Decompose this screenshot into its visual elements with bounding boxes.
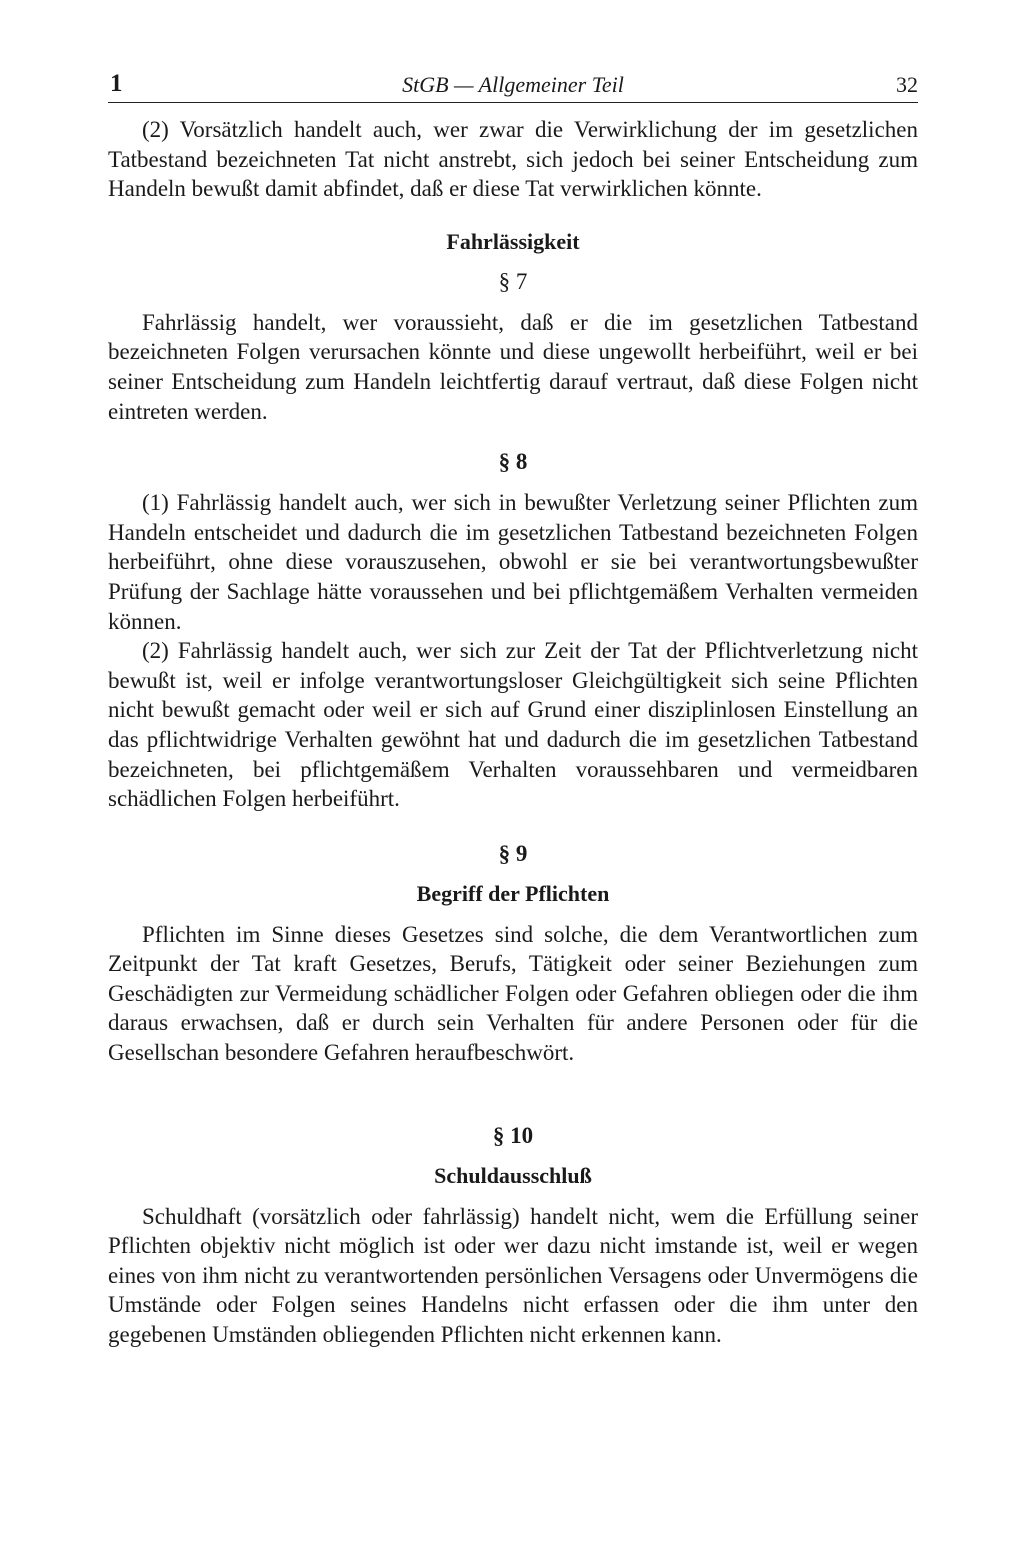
paragraph-s6-2: (2) Vorsätzlich handelt auch, wer zwar die Verwirklichung der im gesetzlichen Tatbestand bezeichneten Tat nicht anstrebt, sich jedoch bei seiner Entscheidung zum Handeln bewußt damit abfindet, daß er diese Tat verwirklichen könnte.: [108, 117, 918, 202]
running-title: StGB — Allgemeiner Teil: [402, 72, 624, 97]
page-number: 32: [896, 72, 918, 97]
paragraph-s7: Fahrlässig handelt, wer voraussieht, daß er die im gesetzlichen Tatbestand bezeichneten Folgen verursachen könnte und diese ungewollt herbeiführt, weil er bei seiner Entscheidung zum Handeln leichtfertig darauf vertraut, daß diese Folgen nicht eintreten werden.: [108, 309, 918, 424]
heading-schuldausschluss: Schuldausschluß: [434, 1162, 592, 1188]
section-9-label: § 9: [498, 840, 528, 866]
section-7-label: § 7: [498, 268, 528, 294]
section-10-label: § 10: [492, 1122, 534, 1148]
paragraph-s8-2: (2) Fahrlässig handelt auch, wer sich zur Zeit der Tat der Pflichtverletzung nicht bewußt ist, weil er infolge verantwortungsloser Gleichgültigkeit sich seine Pflichten nicht bewußt gemacht oder weil er sich auf Grund einer disziplinlosen Einstellung an das pflichtwidrige Verhalten gewöhnt hat und dadurch die im gesetzlichen Tatbestand bezeichneten, bei pflichtgemäßem Verhalten voraussehbaren und vermeidbaren schädlichen Folgen herbeiführt.: [108, 638, 918, 812]
section-8-label: § 8: [498, 449, 528, 475]
running-header: [108, 70, 918, 103]
paragraph-s10: Schuldhaft (vorsätzlich oder fahrlässig) handelt nicht, wem die Erfüllung seiner Pflichten objektiv nicht möglich ist oder wer dazu nicht imstande ist, weil er wegen eines von ihm nicht zu verantwortenden persönlichen Versagens oder Unvermögens die Umstände oder Folgen seines Handelns nicht erfassen oder die ihm unter den gegebenen Umständen obliegenden Pflichten nicht erkennen kann.: [108, 1203, 918, 1348]
paragraph-s8-1: (1) Fahrlässig handelt auch, wer sich in bewußter Verletzung seiner Pflichten zum Handeln entscheidet und dadurch die im gesetzlichen Tatbestand bezeichneten Folgen herbeiführt, ohne diese vorauszusehen, obwohl er sie bei verantwortungsbewußter Prüfung der Sachlage hätte voraussehen und bei pflichtgemäßem Verhalten vermeiden können.: [108, 490, 918, 634]
heading-begriff-der-pflichten: Begriff der Pflichten: [416, 880, 610, 906]
heading-fahrlaessigkeit: Fahrlässigkeit: [446, 228, 580, 254]
document-page: [108, 70, 918, 1350]
chapter-number: 1: [110, 70, 123, 97]
paragraph-s9: Pflichten im Sinne dieses Gesetzes sind solche, die dem Verantwortlichen zum Zeitpunkt der Tat kraft Gesetzes, Berufs, Tätigkeit oder seiner Beziehungen zum Geschädigten zur Vermeidung schädlicher Folgen oder Gefahren obliegen oder die ihm daraus erwachsen, daß er durch sein Verhalten für andere Personen oder für die Gesellschan besondere Gefahren heraufbeschwört.: [108, 921, 918, 1066]
